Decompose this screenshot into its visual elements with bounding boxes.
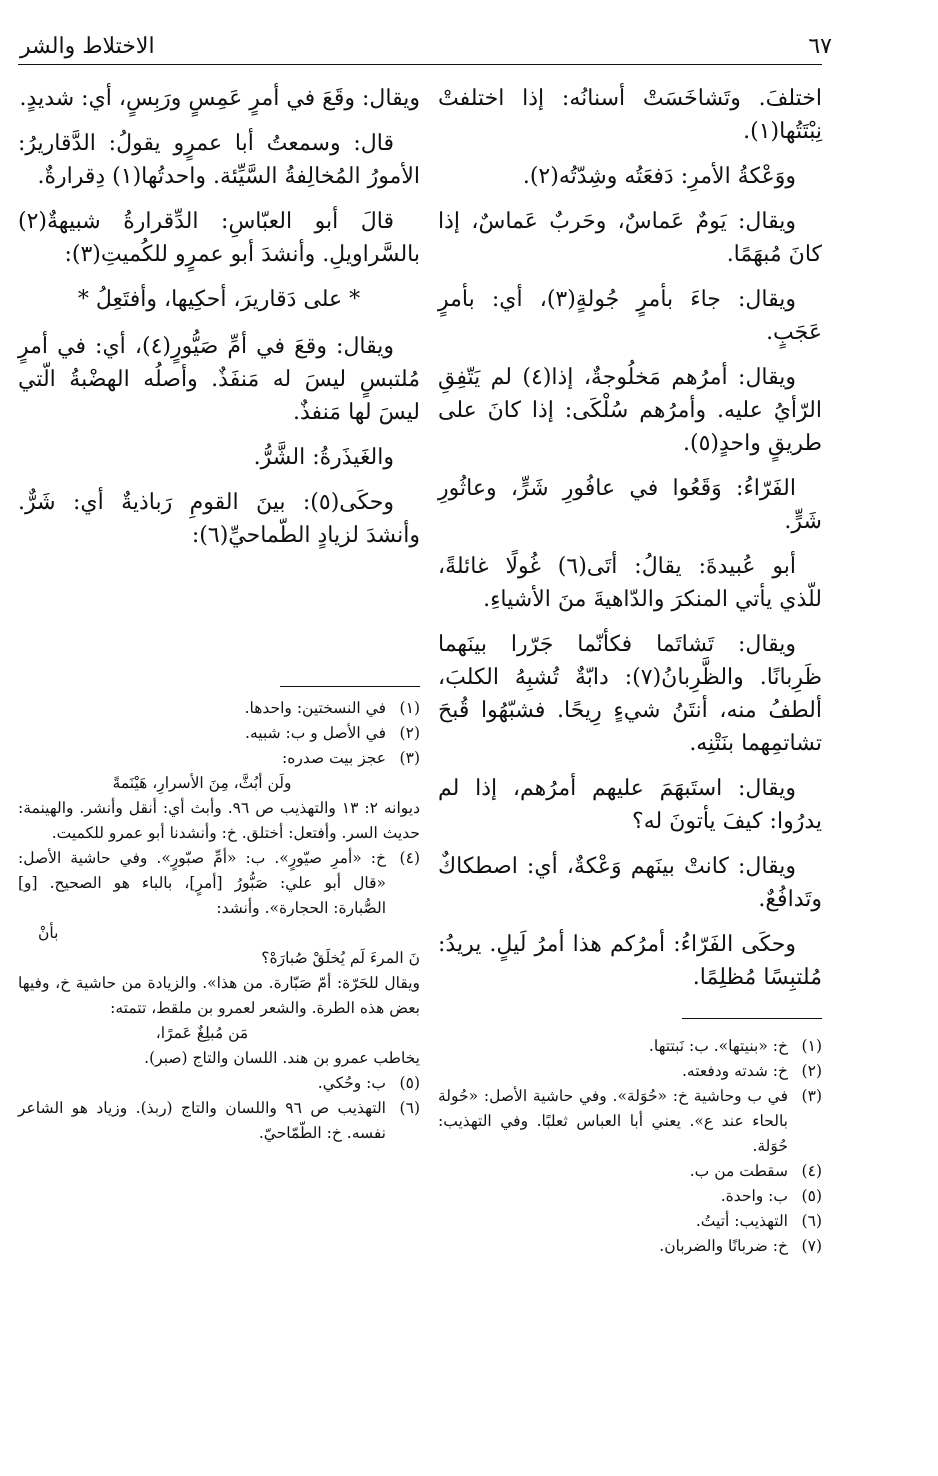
paragraph: وحكَى(٥): بينَ القومِ رَباذيةٌ أي: شَرٌّ. وأنشدَ لزيادٍ الطّماحيِّ(٦):: [18, 490, 420, 548]
footnote-text: في النسختين: واحدها.: [244, 699, 386, 717]
footnote-text: التهذيب: أتيتُ.: [695, 1212, 788, 1230]
footnote-verse: مَن مُبلِغٌ عَمرًا،: [155, 1024, 249, 1042]
footnote: [18, 696, 420, 721]
footnote: [438, 1059, 822, 1084]
footnote-number: (٣): [399, 749, 420, 767]
footnote-number: (٥): [399, 1074, 420, 1092]
footnote-verse: بأنْ: [38, 924, 59, 942]
paragraph: ويقال: أمرُهم مَخلُوجةٌ، إذا(٤) لم يَتّفِقِ الرّأيُ عليه. وأمرُهم سُلْكَى: إذا كانَ على طريقٍ واحدٍ(٥).: [438, 365, 822, 456]
paragraph: ويقال: كانتْ بينَهم وَعْكةٌ، أي: اصطكاكٌ وتَدافُعٌ.: [438, 854, 822, 912]
footnote-text: عجز بيت صدره:: [282, 749, 386, 767]
footnote-number: (١): [801, 1037, 822, 1055]
footnote-number: (٣): [801, 1087, 822, 1105]
footnote: [18, 721, 420, 746]
footnote-text: في الأصل و ب: شبيه.: [245, 724, 386, 742]
footnote-number: (٦): [399, 1099, 420, 1117]
footnote-number: (٢): [399, 724, 420, 742]
footnote-number: (٢): [801, 1062, 822, 1080]
paragraph: ويقال: تَشاتَما فكأنّما جَرّرا بينَهما ظَرِبانًا. والظَّرِبانُ(٧): دابّةٌ تُشبِهُ الكلبَ، ألطفُ منه، أنتَنُ شيءٍ رِيحًا. فشبّهُوا قُبحَ تشاتمِهما بنَتْنِه.: [438, 632, 822, 756]
paragraph: الفَرّاءُ: وَقَعُوا في عافُورِ شَرٍّ، وعاثُورِ شَرٍّ.: [438, 476, 822, 534]
footnote-text: خ: «أمرِ صيّورٍ». ب: «أمِّ صبّورٍ». وفي حاشية الأصل: «قال أبو علي: صَبُّورُ [أمرٍ]، بالباء هو الصحيح. [و] الصُّبارة: الحجارة». وأنشد:: [18, 849, 386, 917]
footnote-text: ب: واحدة.: [720, 1187, 788, 1205]
paragraph: ويقال: جاءَ بأمرٍ جُولةٍ(٣)، أي: بأمرٍ عَجَبٍ.: [438, 287, 822, 345]
footnote-text: ب: وحُكي.: [317, 1074, 386, 1092]
footnote-number: (٤): [399, 849, 420, 867]
footnote: [18, 1071, 420, 1096]
footnote-text: في ب وحاشية خ: «حُوَلة». وفي حاشية الأصل: «حُولة بالحاء عند ع». يعني أبا العباس ثعلبًا. وفي التهذيب: حُوَلة.: [438, 1087, 788, 1155]
page-number: ٦٧: [808, 34, 832, 59]
running-title: الاختلاط والشر: [20, 34, 155, 59]
footnote-text: سقطت من ب.: [689, 1162, 788, 1180]
footnote: [18, 746, 420, 771]
left-column: [18, 82, 420, 564]
verse-line: * على دَقاريرَ، أحكِيها، وأفتَعِلُ *: [77, 287, 361, 312]
paragraph: أبو عُبيدةَ: يقالُ: أتَى(٦) غُولًا غائلةً، للّذي يأتي المنكرَ والدّاهيةَ منَ الأشياءِ.: [438, 554, 822, 612]
footnote-rule: [682, 1018, 822, 1019]
right-footnotes: [438, 1034, 822, 1259]
footnote-rule: [280, 686, 420, 687]
footnote: [438, 1034, 822, 1059]
footnote-text: خ: شدته ودفعته.: [681, 1062, 788, 1080]
paragraph: ويقال: استَبهَمَ عليهم أمرُهم، إذا لم يدرُوا: كيفَ يأتونَ له؟: [438, 776, 822, 834]
footnote-number: (٥): [801, 1187, 822, 1205]
footnote-number: (٦): [801, 1212, 822, 1230]
footnote: [438, 1234, 822, 1259]
footnote-verse: نَ المرءَ لَم يُخلَقْ صُبارَهْ؟: [261, 949, 420, 967]
footnote: [438, 1159, 822, 1184]
footnote-text: التهذيب ص ٩٦ واللسان والتاج (ربذ). وزياد هو الشاعر نفسه. خ: الطّمّاحيّ.: [18, 1099, 386, 1142]
left-footnotes: [18, 696, 420, 1146]
paragraph: ويقال: يَومٌ عَماسٌ، وحَربٌ عَماسٌ، إذا كانَ مُبهَمًا.: [438, 209, 822, 267]
right-column: [438, 82, 822, 1006]
footnote-verse: ولَن أبُثَّ، مِنَ الأسرارِ، هَيْنَمةً: [112, 774, 292, 792]
paragraph: اختلفَ. وتَشاخَسَتْ أسنانُه: إذا اختلفتْ نِبْتَتُها(١).: [438, 86, 822, 144]
footnote-text: خ: ضربانًا والضربان.: [659, 1237, 788, 1255]
footnote-number: (١): [399, 699, 420, 717]
paragraph: وحكَى الفَرّاءُ: أمرُكم هذا أمرُ لَيلٍ. يريدُ: مُلتبِسًا مُظلِمًا.: [438, 932, 822, 990]
paragraph: ويقال: وقَعَ في أمرٍ عَمِسٍ ورَبِسٍ، أي: شديدٍ.: [19, 86, 420, 111]
footnote-text: خ: «بنيتها». ب: نَبتتها.: [648, 1037, 788, 1055]
paragraph: والغَيذَرةُ: الشَّرُّ.: [253, 445, 394, 470]
footnote-number: (٤): [801, 1162, 822, 1180]
footnote-number: (٧): [801, 1237, 822, 1255]
paragraph: قالَ أبو العبّاسِ: الدِّقرارةُ شبيهةٌ(٢) بالسَّراويلِ. وأنشدَ أبو عمرٍو للكُميتِ(٣):: [18, 209, 420, 267]
paragraph: ويقال: وقعَ في أمِّ صَيُّورٍ(٤)، أي: في أمرٍ مُلتبسٍ ليسَ له مَنفَذٌ. وأصلُه الهضْبةُ الّتي ليسَ لها مَنفذٌ.: [18, 334, 420, 425]
footnote-continuation: ويقال للحَرّة: أمّ صَبّارة. من هذا». والزيادة من حاشية خ، وفيها بعض هذه الطرة. والشعر لعمرو بن ملقط، تتمته:: [18, 974, 420, 1017]
footnote-continuation: يخاطب عمرو بن هند. اللسان والتاج (صبر).: [144, 1049, 420, 1067]
footnote: [438, 1184, 822, 1209]
footnote: [438, 1084, 822, 1159]
footnote: [18, 846, 420, 921]
footnote: [438, 1209, 822, 1234]
paragraph: قال: وسمعتُ أبا عمرٍو يقولُ: الدَّقاريرُ: الأمورُ المُخالِفةُ السَّيِّئة. واحدتُها(١) دِقرارةٌ.: [18, 131, 420, 189]
footnote-continuation: ديوانه ٢: ١٣ والتهذيب ص ٩٦. وأبث أي: أنقل وأنشر. والهينمة: حديث السر. وأفتعل: أختلق. خ: وأنشدنا أبو عمرو للكميت.: [18, 799, 420, 842]
paragraph: ووَعْكةُ الأمرِ: دَفعَتُه وشِدّتُه(٢).: [522, 164, 796, 189]
header-rule: [18, 64, 822, 65]
footnote: [18, 1096, 420, 1146]
